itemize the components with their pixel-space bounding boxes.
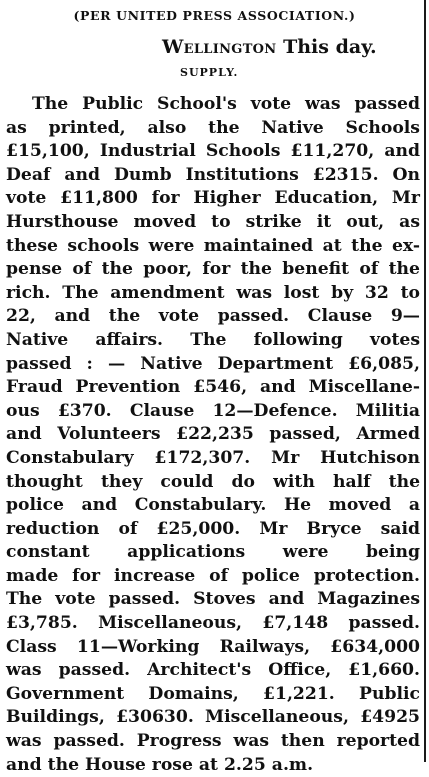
body-line: reduction of £25,000. Mr Bryce said	[6, 518, 420, 539]
body-line: and the House rose at 2.25 a.m.	[6, 754, 314, 775]
body-line: these schools were maintained at the ex-	[6, 235, 420, 256]
dateline-time: This day.	[283, 36, 377, 58]
body-line: was passed. Progress was then reported	[6, 731, 420, 752]
body-line: Native affairs. The following votes	[6, 329, 420, 350]
body-line: The Public School's vote was passed	[32, 94, 420, 114]
body-line: ous £370. Clause 12—Defence. Militia	[6, 400, 420, 421]
body-line: and Volunteers £22,235 passed, Armed	[6, 424, 420, 445]
article-body	[6, 93, 420, 777]
body-line: Deaf and Dumb Institutions £2315. On	[6, 164, 420, 185]
body-line: Fraud Prevention £546, and Miscellane-	[6, 377, 420, 398]
body-line: constant applications were being	[6, 542, 420, 563]
body-line: pense of the poor, for the benefit of the	[6, 259, 420, 280]
body-line: £15,100, Industrial Schools £11,270, and	[6, 141, 420, 162]
body-line: passed : — Native Department £6,085,	[6, 353, 420, 374]
body-line: £3,785. Miscellaneous, £7,148 passed.	[6, 613, 420, 634]
body-line: Class 11—Working Railways, £634,000	[6, 636, 420, 657]
column-rule	[424, 0, 426, 762]
body-line: police and Constabulary. He moved a	[6, 495, 420, 516]
dateline	[162, 36, 377, 58]
body-line: as printed, also the Native Schools	[6, 117, 420, 138]
dateline-place: Wellington	[162, 36, 277, 58]
section-heading: SUPPLY.	[180, 66, 239, 79]
body-line: Constabulary £172,307. Mr Hutchison	[6, 447, 420, 468]
body-line: Hursthouse moved to strike it out, as	[6, 211, 420, 232]
source-line: (PER UNITED PRESS ASSOCIATION.)	[73, 8, 356, 23]
body-line: Buildings, £30630. Miscellaneous, £4925	[6, 707, 420, 728]
body-line: was passed. Architect's Office, £1,660.	[6, 660, 420, 681]
body-line: The vote passed. Stoves and Magazines	[6, 589, 420, 610]
body-line: made for increase of police protection.	[6, 565, 420, 586]
body-line: vote £11,800 for Higher Education, Mr	[6, 188, 420, 209]
body-line: 22, and the vote passed. Clause 9—	[6, 306, 420, 327]
body-line: thought they could do with half the	[6, 471, 420, 492]
body-line: rich. The amendment was lost by 32 to	[6, 282, 420, 303]
body-line: Government Domains, £1,221. Public	[6, 683, 420, 704]
